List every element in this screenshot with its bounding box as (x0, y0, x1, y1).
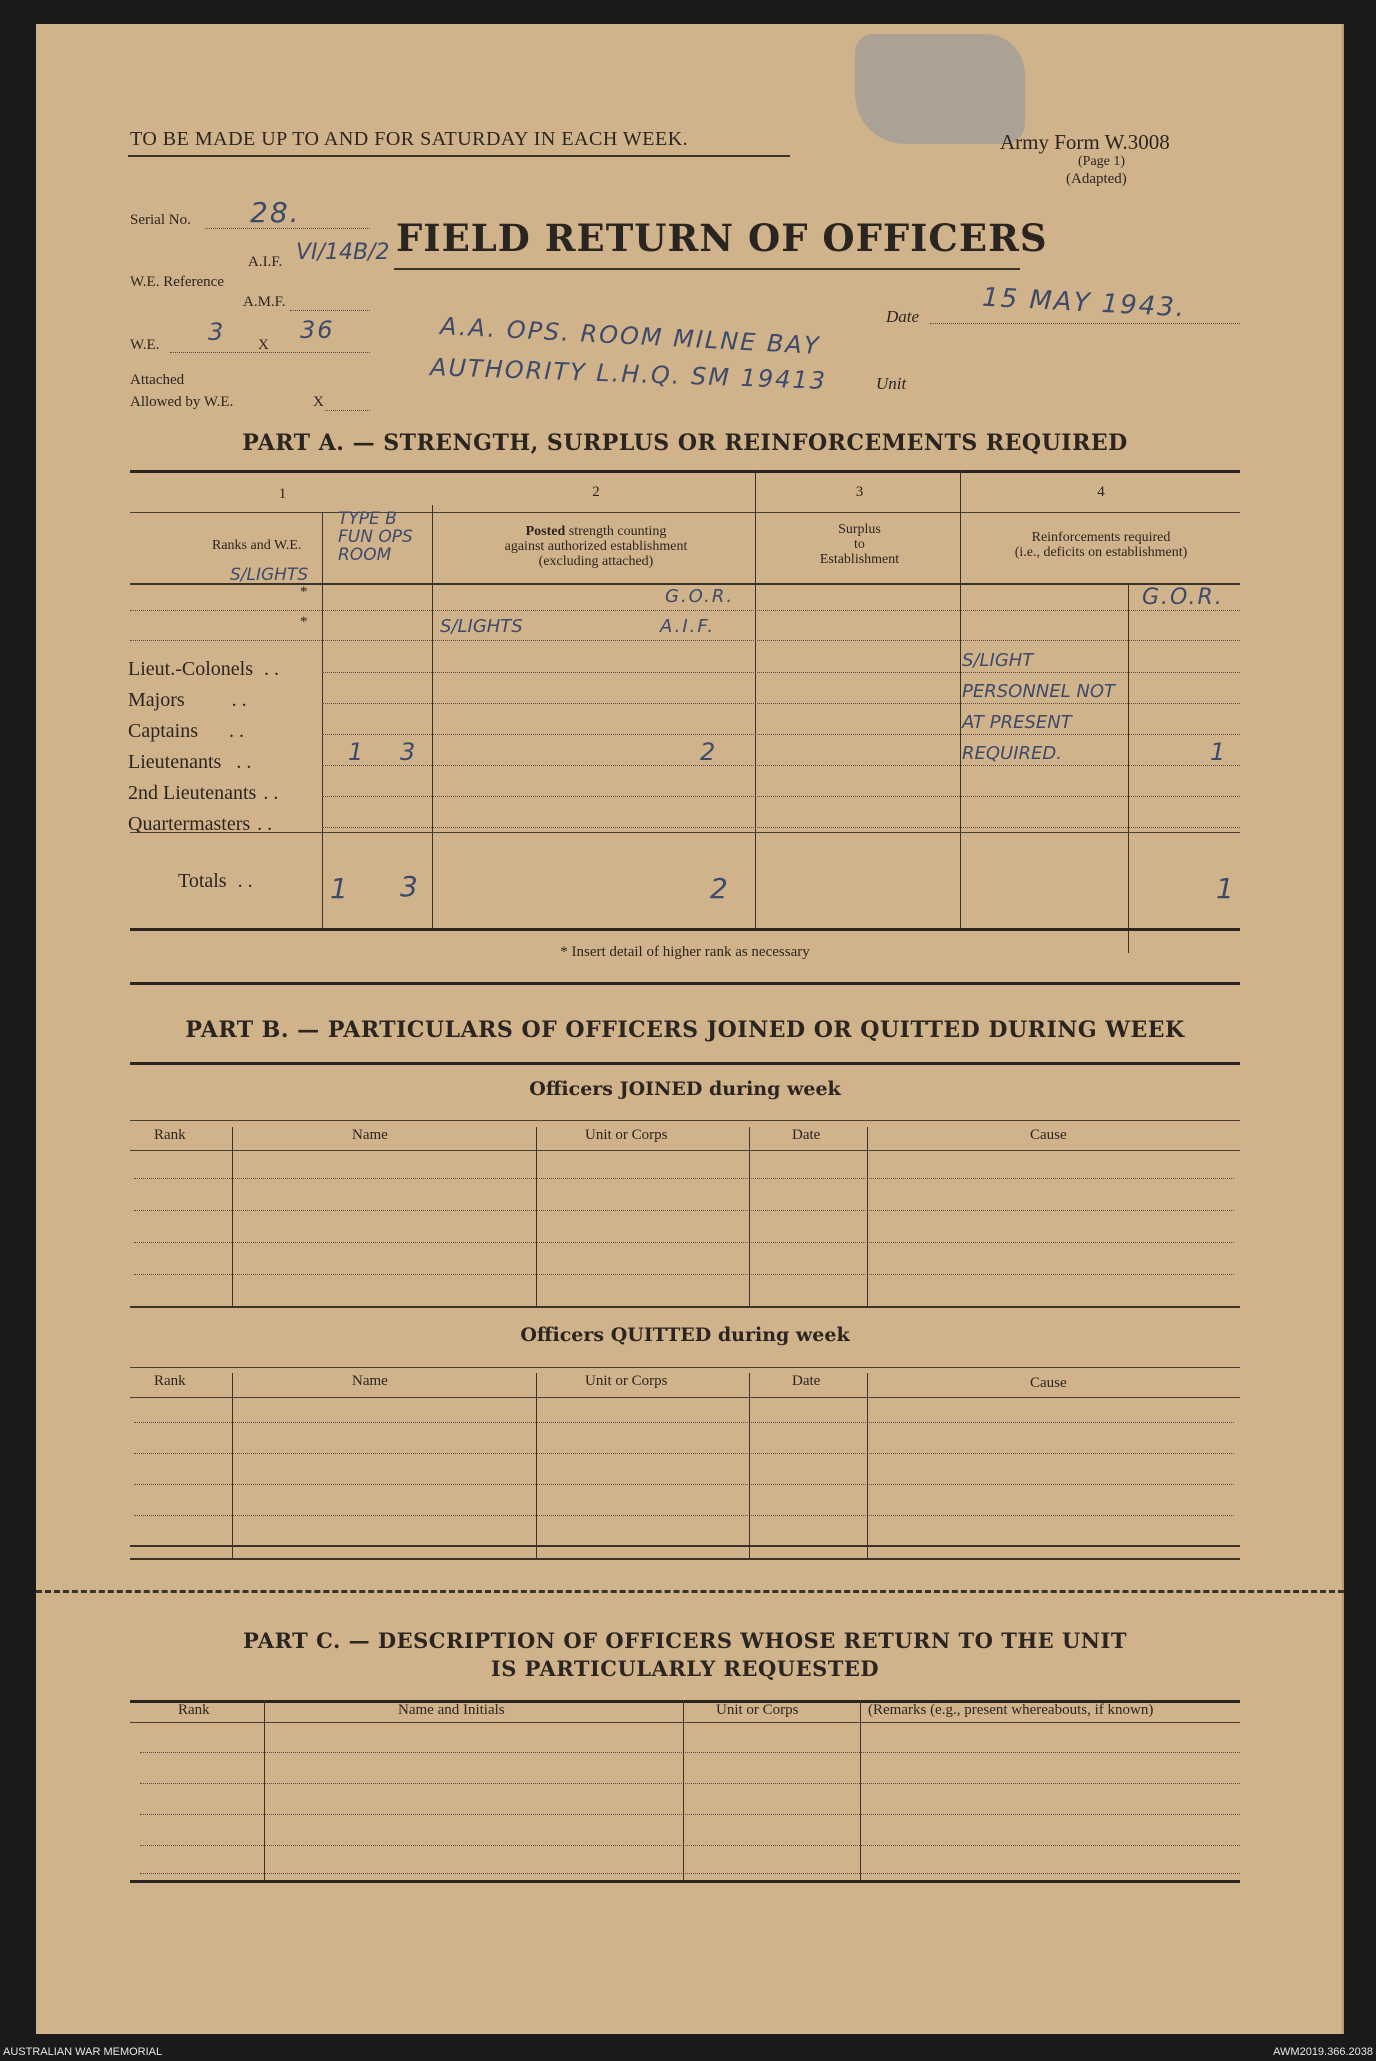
part-a-vline-3 (755, 470, 756, 928)
star-row-2: * (300, 614, 308, 630)
star-row-1: * (300, 584, 308, 600)
part-c-row-4 (140, 1845, 1240, 1846)
quitted-col-rank: Rank (154, 1373, 186, 1389)
part-c-vline-3 (860, 1700, 861, 1880)
col1-hand-lead: S/LIGHTS (230, 565, 309, 585)
part-a-top-rule (130, 470, 1240, 473)
part-b-top-rule (130, 1062, 1240, 1065)
col1-hand-line2: FUN OPS (338, 527, 413, 547)
footer-left: AUSTRALIAN WAR MEMORIAL (3, 2046, 163, 2058)
instruction-text: TO BE MADE UP TO AND FOR SATURDAY IN EACH WEEK. (130, 128, 689, 150)
quitted-vline-3 (749, 1373, 750, 1558)
totals-col2: 2 (710, 872, 730, 905)
we-x-value: 36 (300, 316, 335, 344)
joined-bottom-rule (130, 1306, 1240, 1308)
joined-col-rank: Rank (154, 1127, 186, 1143)
joined-row-4 (134, 1274, 1234, 1275)
joined-row-1 (134, 1178, 1234, 1179)
quitted-header-rule (130, 1397, 1240, 1398)
part-c-row-3 (140, 1814, 1240, 1815)
date-label: Date (886, 307, 920, 326)
joined-col-date: Date (792, 1127, 821, 1143)
col3-header (757, 522, 962, 567)
col4-number: 4 (1097, 484, 1105, 500)
col3-header-line1: Surplus (838, 522, 881, 537)
part-c-col-remarks: (Remarks (e.g., present whereabouts, if known) (868, 1702, 1154, 1718)
lieut-col2: 2 (700, 738, 718, 766)
joined-col-unit: Unit or Corps (585, 1127, 668, 1143)
joined-row-2 (134, 1210, 1234, 1211)
part-c-row-5 (140, 1873, 1240, 1874)
remark-line4: REQUIRED. (962, 743, 1062, 764)
col2-hand-slights: S/LIGHTS (440, 616, 523, 637)
serial-value: 28. (250, 196, 301, 229)
quitted-vline-1 (232, 1373, 233, 1558)
joined-vline-4 (867, 1127, 868, 1306)
part-c-header-rule (130, 1722, 1240, 1723)
col-number-rule (130, 512, 1240, 513)
unit-label: Unit (876, 374, 907, 393)
col2-number: 2 (592, 484, 600, 500)
part-a-vline-1 (322, 512, 323, 928)
quitted-col-date: Date (792, 1373, 821, 1389)
star-row-1-dotline (130, 610, 1240, 611)
part-c-vline-1 (264, 1700, 265, 1880)
joined-title: Officers JOINED during week (529, 1078, 841, 1100)
part-c-col-unit: Unit or Corps (716, 1702, 799, 1718)
rank-2nd-lieutenants: 2nd Lieutenants . . (128, 782, 279, 804)
part-b-title: PART B. — PARTICULARS OF OFFICERS JOINED OR QUITTED DURING WEEK (185, 1017, 1185, 1043)
rank-dotline-6 (322, 827, 1240, 828)
allowed-x-label: X (313, 394, 324, 410)
quitted-row-2 (134, 1453, 1234, 1454)
remark-line3: AT PRESENT (962, 712, 1072, 733)
quitted-vline-4 (867, 1373, 868, 1558)
part-a-vline-5 (1128, 583, 1129, 953)
we-reference-label: W.E. Reference (130, 274, 224, 290)
col3-header-line2: to (854, 537, 865, 552)
joined-top-rule (130, 1120, 1240, 1121)
perforation-line (36, 1590, 1344, 1593)
form-adapted: (Adapted) (1066, 171, 1127, 187)
joined-vline-3 (749, 1127, 750, 1306)
we-value: 3 (208, 318, 226, 346)
part-c-row-1 (140, 1752, 1240, 1753)
footer-right: AWM2019.366.2038 (1273, 2046, 1373, 2058)
col1-hand-note (338, 510, 413, 564)
rank-list (128, 654, 279, 840)
amf-dotline (290, 310, 370, 311)
col1-hand-line3: ROOM (338, 545, 392, 565)
quitted-row-3 (134, 1484, 1234, 1485)
quitted-top-rule (130, 1367, 1240, 1368)
date-dotline (930, 323, 1240, 324)
col1-hand-line1: TYPE B (338, 509, 397, 529)
joined-vline-1 (232, 1127, 233, 1306)
totals-label: Totals . . (178, 870, 253, 892)
part-a-bottom-rule (130, 928, 1240, 931)
quitted-title: Officers QUITTED during week (520, 1324, 850, 1346)
remark-line1: S/LIGHT (962, 650, 1034, 671)
we-x-label: X (258, 337, 269, 353)
part-a-vline-2 (432, 505, 433, 928)
title-underline (394, 268, 1020, 270)
rank-lieutenants: Lieutenants . . (128, 751, 252, 773)
col1-number: 1 (278, 486, 287, 502)
joined-header-rule (130, 1150, 1240, 1151)
col2-header-line3: (excluding attached) (538, 554, 654, 569)
col3-number: 3 (855, 484, 864, 500)
col4-header-line2: (i.e., deficits on establishment) (1014, 545, 1188, 560)
lieut-col1b: 3 (400, 738, 418, 766)
header-bottom-rule (130, 583, 1240, 585)
quitted-rule-1 (130, 1545, 1240, 1547)
form-number: Army Form W.3008 (1000, 130, 1170, 154)
col1-header: Ranks and W.E. (212, 538, 302, 553)
rank-lieut-colonels: Lieut.-Colonels . . (128, 658, 279, 680)
aif-label: A.I.F. (248, 254, 283, 270)
part-c-vline-2 (683, 1700, 684, 1880)
rank-quartermasters: Quartermasters . . (128, 813, 273, 835)
part-c-col-rank: Rank (178, 1702, 210, 1718)
col2-hand-gor: G.O.R. (665, 586, 735, 607)
totals-col1b: 3 (400, 870, 420, 903)
we-dotline (170, 352, 370, 353)
we-label: W.E. (130, 337, 160, 353)
part-c-title-line2: IS PARTICULARLY REQUESTED (490, 1656, 880, 1681)
quitted-row-4 (134, 1515, 1234, 1516)
quitted-col-cause: Cause (1030, 1375, 1067, 1391)
form-page: (Page 1) (1078, 154, 1126, 169)
part-c-title-line1: PART C. — DESCRIPTION OF OFFICERS WHOSE RETURN TO THE UNIT (243, 1628, 1127, 1653)
lieut-col4: 1 (1210, 738, 1228, 766)
part-a-footer-rule (130, 982, 1240, 985)
serial-label: Serial No. (130, 212, 191, 228)
instruction-underline (128, 155, 790, 157)
joined-vline-2 (536, 1127, 537, 1306)
rank-dotline-5 (322, 796, 1240, 797)
quitted-col-unit: Unit or Corps (585, 1373, 668, 1389)
aif-value: VI/14B/2 (296, 240, 390, 265)
remark-line2: PERSONNEL NOT (962, 681, 1116, 702)
date-value: 15 MAY 1943. (981, 282, 1187, 324)
col2-header-line1: strength counting (568, 524, 667, 539)
ranks-bottom-rule (130, 832, 1240, 833)
joined-col-name: Name (352, 1127, 388, 1143)
col2-header (438, 524, 754, 569)
col2-hand-aif: A.I.F. (660, 616, 716, 637)
totals-col4: 1 (1216, 872, 1236, 905)
rank-majors: Majors . . (128, 689, 247, 711)
part-c-col-name: Name and Initials (398, 1702, 505, 1718)
col4-header-line1: Reinforcements required (1031, 530, 1171, 545)
footnote: * Insert detail of higher rank as necessary (560, 944, 810, 960)
attached-label: Attached (130, 372, 185, 388)
part-c-row-2 (140, 1783, 1240, 1784)
quitted-row-1 (134, 1422, 1234, 1423)
col2-header-line2: against authorized establishment (504, 539, 688, 554)
col4-hand-remark (962, 645, 1115, 769)
col4-hand-gor: G.O.R. (1142, 585, 1224, 610)
col3-header-line3: Establishment (819, 552, 900, 567)
quitted-rule-2 (130, 1558, 1240, 1560)
tape-mark (855, 34, 1025, 144)
star-row-2-dotline (130, 640, 1240, 641)
quitted-vline-2 (536, 1373, 537, 1558)
unit-line1: A.A. OPS. ROOM MILNE BAY (439, 312, 822, 360)
part-c-bottom-rule (130, 1880, 1240, 1883)
quitted-col-name: Name (352, 1373, 388, 1389)
part-a-title: PART A. — STRENGTH, SURPLUS OR REINFORCEMENTS REQUIRED (242, 430, 1128, 456)
col2-header-posted: Posted (525, 524, 566, 539)
form-title: FIELD RETURN OF OFFICERS (396, 216, 1048, 260)
amf-label: A.M.F. (243, 294, 286, 310)
unit-line2: AUTHORITY L.H.Q. SM 19413 (429, 353, 828, 395)
col4-header (962, 530, 1240, 560)
rank-captains: Captains . . (128, 720, 244, 742)
part-c-title (130, 1627, 1240, 1683)
totals-col1a: 1 (330, 872, 350, 905)
allowed-dotline (325, 410, 370, 411)
allowed-label: Allowed by W.E. (130, 394, 234, 410)
part-a-vline-4 (960, 470, 961, 928)
lieut-col1a: 1 (348, 738, 366, 766)
joined-row-3 (134, 1242, 1234, 1243)
joined-col-cause: Cause (1030, 1127, 1067, 1143)
